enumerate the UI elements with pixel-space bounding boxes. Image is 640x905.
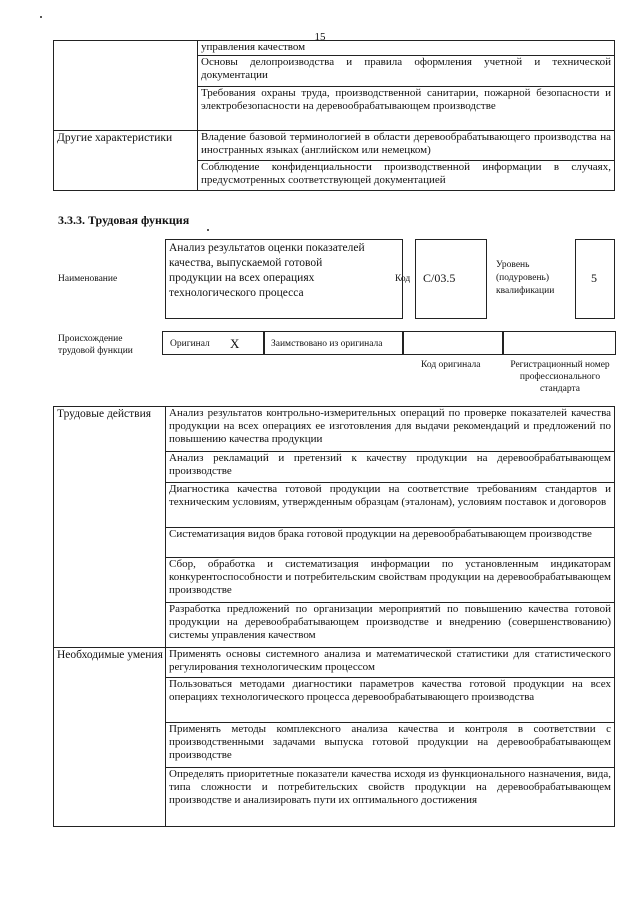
function-name: Анализ результатов оценки показателей качества, выпускаемой готовой продукции на всех операциях технологического процесса [169, 242, 365, 299]
page-number: 15 [314, 31, 326, 43]
table-cell: Основы делопроизводства и правила оформления учетной и технической документации [198, 56, 615, 87]
name-label: Наименование [58, 274, 118, 284]
borrowed-label: Заимствовано из оригинала [271, 339, 383, 349]
table-cell: Определять приоритетные показатели качества исходя из функционального назначения, вида, типа сложности и потребительских свойств продукции на деревообрабатывающем производстве и анализировать пути их оптимального достижения [166, 768, 615, 827]
table-cell: Систематизация видов брака готовой продукции на деревообрабатывающем производстве [166, 528, 615, 558]
table-cell: Применять методы комплексного анализа качества и контроля в соответствии с производственными задачами выпуска готовой продукции на деревообрабатывающем производстве [166, 723, 615, 768]
table-cell: Пользоваться методами диагностики параметров качества готовой продукции на всех операциях технологического процесса деревообрабатывающего производства [166, 678, 615, 723]
origin-label: Происхождение трудовой функции [58, 334, 133, 356]
section-title: 3.3.3. Трудовая функция [58, 213, 190, 227]
table-cell: Соблюдение конфиденциальности производственной информации в случаях, предусмотренных соответствующей документацией [198, 161, 615, 191]
level-value: 5 [591, 271, 597, 285]
row-label-labor-actions: Трудовые действия [54, 407, 166, 648]
code-label: Код [395, 274, 411, 284]
scan-speck [207, 229, 209, 231]
code-original-caption: Код оригинала [421, 360, 481, 370]
original-label: Оригинал [170, 339, 210, 349]
row-label [54, 41, 198, 131]
top-characteristics-table [53, 40, 615, 191]
row-label-other-characteristics: Другие характеристики [54, 131, 198, 191]
table-cell: Анализ рекламаций и претензий к качеству продукции на деревообрабатывающем производстве [166, 452, 615, 483]
code-value: С/03.5 [423, 271, 456, 285]
origin-divider [402, 331, 404, 355]
table-cell: Сбор, обработка и систематизация информации по установленным индикаторам конкурентоспособности и потребительским свойствам продукции на деревообрабатывающем производстве [166, 558, 615, 603]
table-cell: Диагностика качества готовой продукции на соответствие требованиям стандартов и техническим условиям, утвержденным образцам (эталонам), условиям поставок и договоров [166, 483, 615, 528]
reg-number-caption: Регистрационный номер профессионального стандарта [510, 360, 610, 394]
table-cell: управления качеством [198, 41, 615, 56]
labor-actions-table [53, 406, 615, 827]
origin-divider [263, 331, 265, 355]
table-cell: Требования охраны труда, производственной санитарии, пожарной безопасности и электробезопасности на деревообрабатывающем производстве [198, 87, 615, 131]
scan-speck [40, 16, 42, 18]
original-mark: X [230, 336, 240, 351]
origin-divider [502, 331, 504, 355]
table-cell: Анализ результатов контрольно-измерительных операций по проверке показателей качества продукции на всех операциях ее изготовления для выдачи рекомендаций и предложений по повышению качества продукции [166, 407, 615, 452]
table-cell: Владение базовой терминологией в области деревообрабатывающего производства на иностранных языках (английском или немецком) [198, 131, 615, 161]
table-cell: Разработка предложений по организации мероприятий по повышению качества готовой продукции на деревообрабатывающем производстве и внедрению (совершенствованию) системы управления качеством [166, 603, 615, 648]
level-label: Уровень (подуровень) квалификации [496, 260, 555, 296]
table-cell: Применять основы системного анализа и математической статистики для статистического регулирования технологическим процессом [166, 648, 615, 678]
row-label-required-skills: Необходимые умения [54, 648, 166, 827]
